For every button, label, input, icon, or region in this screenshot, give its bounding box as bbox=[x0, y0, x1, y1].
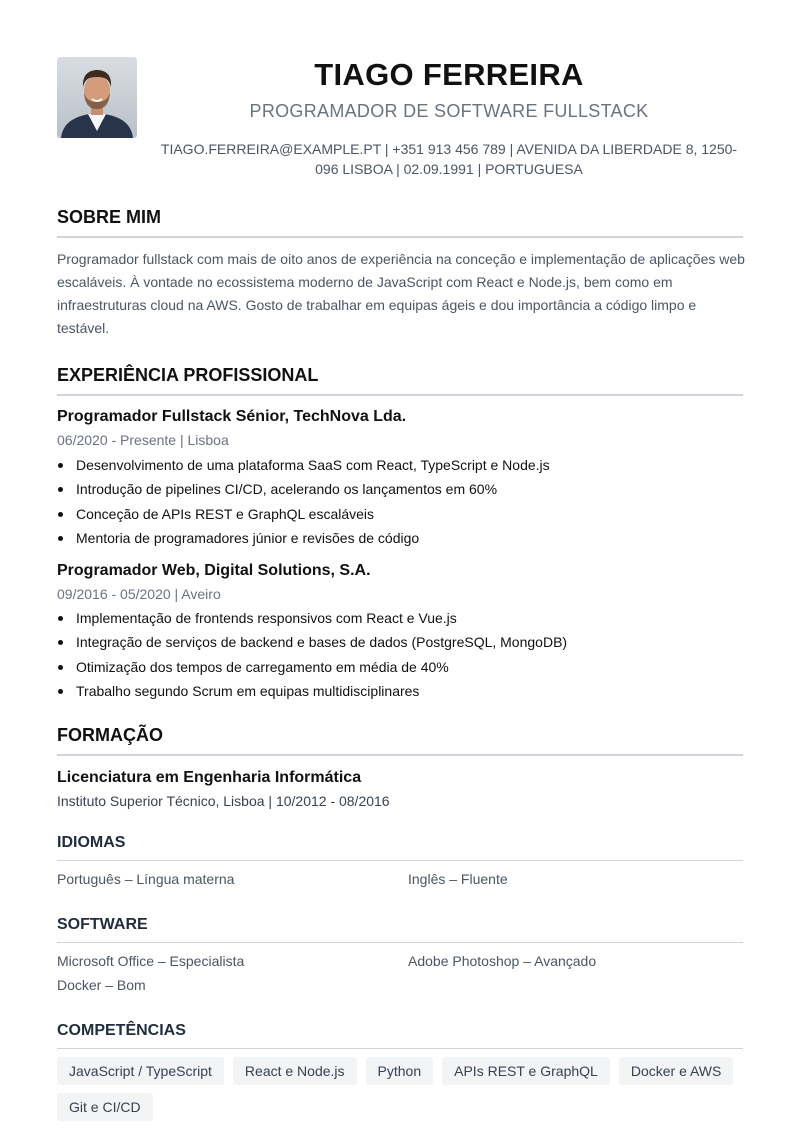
about-text: Programador fullstack com mais de oito anos de experiência na conceção e implementação de aplicações web escaláveis. À vontade no ecossistema moderno de JavaScript com React e Node.js, bem como em infraestruturas cloud na AWS. Gosto de trabalhar em equipas ágeis e dou importância a código limpo e testável. bbox=[57, 251, 745, 336]
languages-list bbox=[57, 869, 747, 889]
language-item: Inglês – Fluente bbox=[408, 871, 508, 887]
list-item: Implementação de frontends responsivos com React e Vue.js bbox=[57, 606, 567, 630]
job-achievements bbox=[57, 453, 550, 551]
degree-meta: Instituto Superior Técnico, Lisboa | 10/2012 - 08/2016 bbox=[57, 793, 390, 809]
candidate-title: PROGRAMADOR DE SOFTWARE FULLSTACK bbox=[249, 101, 649, 121]
software-item: Adobe Photoshop – Avançado bbox=[408, 953, 597, 969]
profile-photo bbox=[57, 57, 137, 138]
experience-heading: EXPERIÊNCIA PROFISSIONAL bbox=[57, 365, 743, 396]
list-item: Trabalho segundo Scrum em equipas multidisciplinares bbox=[57, 679, 567, 703]
job-title: Programador Web, Digital Solutions, S.A. bbox=[57, 562, 371, 579]
skills-heading: COMPETÊNCIAS bbox=[57, 1022, 743, 1049]
contact-line: 096 LISBOA | 02.09.1991 | PORTUGUESA bbox=[315, 161, 583, 177]
software-list bbox=[57, 951, 747, 995]
list-item: Desenvolvimento de uma plataforma SaaS com React, TypeScript e Node.js bbox=[57, 453, 550, 477]
skill-chip: Python bbox=[366, 1057, 434, 1085]
language-item: Português – Língua materna bbox=[57, 871, 235, 887]
candidate-name: TIAGO FERREIRA bbox=[314, 57, 584, 92]
degree-title: Licenciatura em Engenharia Informática bbox=[57, 769, 362, 786]
about-heading: SOBRE MIM bbox=[57, 207, 743, 238]
job-meta: 06/2020 - Presente | Lisboa bbox=[57, 432, 229, 448]
job-title: Programador Fullstack Sénior, TechNova Lda. bbox=[57, 408, 407, 425]
skill-chip: APIs REST e GraphQL bbox=[442, 1057, 610, 1085]
list-item: Otimização dos tempos de carregamento em média de 40% bbox=[57, 655, 567, 679]
list-item: Integração de serviços de backend e bases de dados (PostgreSQL, MongoDB) bbox=[57, 630, 567, 654]
skill-chip: JavaScript / TypeScript bbox=[57, 1057, 224, 1085]
contact-line: TIAGO.FERREIRA@EXAMPLE.PT | +351 913 456 789 | AVENIDA DA LIBERDADE 8, 1250- bbox=[160, 141, 738, 157]
list-item: Introdução de pipelines CI/CD, acelerando os lançamentos em 60% bbox=[57, 477, 550, 501]
software-heading: SOFTWARE bbox=[57, 916, 743, 943]
skill-chip: Git e CI/CD bbox=[57, 1093, 153, 1121]
list-item: Conceção de APIs REST e GraphQL escaláveis bbox=[57, 502, 550, 526]
job-meta: 09/2016 - 05/2020 | Aveiro bbox=[57, 586, 221, 602]
education-heading: FORMAÇÃO bbox=[57, 725, 743, 756]
skills-list bbox=[57, 1057, 747, 1121]
software-item: Docker – Bom bbox=[57, 977, 146, 993]
skill-chip: React e Node.js bbox=[233, 1057, 357, 1085]
job-achievements bbox=[57, 606, 567, 704]
skill-chip: Docker e AWS bbox=[619, 1057, 734, 1085]
languages-heading: IDIOMAS bbox=[57, 834, 743, 861]
contact-info bbox=[155, 139, 743, 179]
list-item: Mentoria de programadores júnior e revisões de código bbox=[57, 526, 550, 550]
software-item: Microsoft Office – Especialista bbox=[57, 953, 245, 969]
